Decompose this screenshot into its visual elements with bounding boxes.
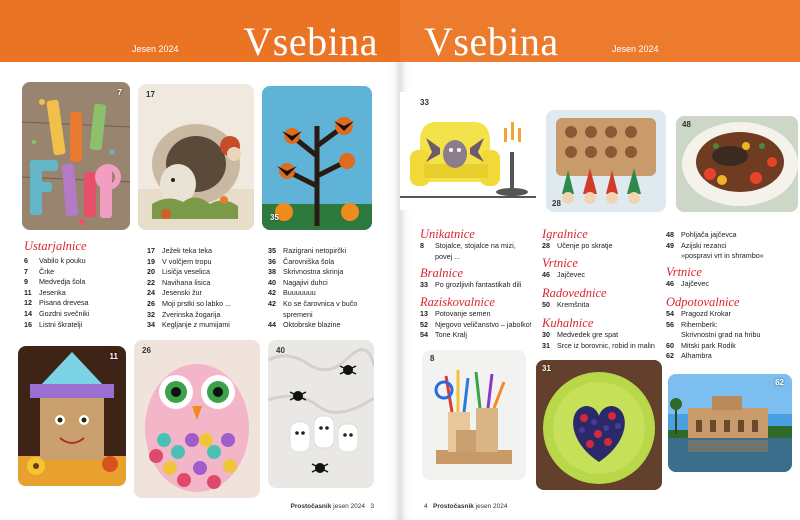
photo-page-number: 17 bbox=[146, 90, 155, 99]
toc-item[interactable]: 38 Skrivnostna skrinja bbox=[268, 267, 344, 277]
section-heading: Unikatnice bbox=[420, 227, 475, 241]
footer-brand: Prostočasnik bbox=[290, 503, 332, 510]
toc-item[interactable]: 28 Učenje po skratje bbox=[542, 241, 613, 250]
photo-hedgehog[interactable] bbox=[138, 84, 254, 230]
toc-item[interactable]: 46 Jajčevec bbox=[542, 270, 585, 279]
season-label: Jesen 2024 bbox=[132, 44, 179, 54]
toc-item[interactable]: 56 Rihemberk: bbox=[666, 319, 718, 329]
section-heading: Vrtnice bbox=[542, 256, 578, 270]
footer-page-number: 4 bbox=[424, 503, 428, 510]
toc-item[interactable]: 22 Navihana lisica bbox=[147, 277, 211, 287]
toc-item[interactable]: 33 Po grozljivih fantastikah dili bbox=[420, 280, 522, 289]
section-heading: Radovednice bbox=[542, 286, 607, 300]
section-heading: Odpotovalnice bbox=[666, 295, 740, 309]
toc-item[interactable]: 34 Kegljanje z mumijami bbox=[147, 320, 230, 330]
toc-column-1 bbox=[24, 256, 132, 330]
section-heading: Igralnice bbox=[542, 227, 588, 241]
toc-section-bralnice bbox=[420, 280, 545, 291]
toc-item[interactable]: 6 Vabilo k pouku bbox=[24, 256, 86, 265]
photo-page-number: 62 bbox=[775, 378, 784, 387]
season-label: Jesen 2024 bbox=[612, 44, 659, 54]
toc-item[interactable]: 49 Azijski rezanci bbox=[666, 240, 727, 250]
toc-section-radovednice bbox=[542, 300, 662, 311]
toc-item[interactable]: 31 Srce iz borovnic, robid in malin bbox=[542, 340, 655, 350]
toc-item[interactable]: 50 Kremšnita bbox=[542, 300, 590, 309]
toc-section-igralnice bbox=[542, 241, 662, 252]
photo-page-number: 31 bbox=[542, 364, 551, 373]
photo-scarecrow[interactable] bbox=[18, 346, 126, 486]
toc-column-3-top bbox=[666, 230, 796, 262]
toc-item[interactable]: 54 Tone Kralj bbox=[420, 330, 467, 340]
photo-gnomes[interactable] bbox=[546, 110, 666, 212]
photo-bat-tree[interactable] bbox=[262, 86, 372, 230]
page-title: Vsebina bbox=[243, 19, 378, 64]
toc-section-vrtnice-2 bbox=[666, 279, 796, 290]
photo-wooden-letters[interactable] bbox=[22, 82, 130, 230]
photo-alhambra[interactable] bbox=[668, 374, 792, 472]
photo-owl[interactable] bbox=[134, 340, 260, 498]
toc-item[interactable]: 36 Čarovniška šola bbox=[268, 256, 335, 266]
toc-item[interactable]: spremeni bbox=[283, 309, 313, 319]
photo-eggplant-dish[interactable] bbox=[676, 116, 798, 212]
toc-item[interactable]: 42 Ko se čarovnica v bučo bbox=[268, 298, 358, 308]
photo-page-number: 11 bbox=[109, 352, 118, 361]
footer-brand: Prostočasnik bbox=[433, 503, 474, 510]
section-heading: Kuhalnice bbox=[542, 316, 594, 330]
toc-section-vrtnice bbox=[542, 270, 662, 281]
toc-item[interactable]: 35 Razigrani netopirčki bbox=[268, 246, 347, 255]
footer-season: jesen 2024 bbox=[333, 503, 365, 510]
photo-ghosts[interactable] bbox=[268, 340, 374, 488]
toc-item[interactable]: 26 Moji prstki so labko ... bbox=[147, 298, 232, 308]
toc-item[interactable]: 13 Potovanje semen bbox=[420, 309, 491, 318]
page-footer bbox=[291, 503, 375, 510]
toc-item[interactable]: 42 Buuuuuuu bbox=[268, 288, 316, 298]
photo-page-number: 8 bbox=[430, 354, 435, 363]
section-heading: Ustarjalnice bbox=[24, 239, 87, 253]
toc-item[interactable]: 16 Listni škratelji bbox=[24, 319, 83, 329]
photo-page-number: 40 bbox=[276, 346, 285, 355]
photo-page-number: 33 bbox=[420, 98, 429, 107]
photo-page-number: 26 bbox=[142, 346, 151, 355]
toc-item[interactable]: 24 Jesenski žur bbox=[147, 288, 202, 298]
footer-season: jesen 2024 bbox=[475, 503, 508, 510]
photo-berry-heart[interactable] bbox=[536, 360, 662, 490]
toc-section-raziskovalnice bbox=[420, 309, 545, 341]
toc-item[interactable]: Skrivnostni grad na hribu bbox=[681, 330, 761, 340]
page-title: Vsebina bbox=[424, 19, 559, 64]
section-heading: Raziskovalnice bbox=[420, 295, 495, 309]
toc-item[interactable]: 40 Nagajivi duhci bbox=[268, 277, 328, 287]
toc-item[interactable]: povej ... bbox=[435, 251, 461, 261]
toc-item[interactable]: 20 Lisičja veselica bbox=[147, 267, 210, 277]
toc-item[interactable]: 44 Oktobrske blazine bbox=[268, 320, 341, 330]
toc-item[interactable]: 48 Pohljača jajčevca bbox=[666, 230, 737, 239]
photo-page-number: 28 bbox=[552, 199, 561, 208]
toc-item[interactable]: 62 Alhambra bbox=[666, 351, 712, 361]
toc-item[interactable]: 46 Jajčevec bbox=[666, 279, 709, 288]
photo-bat-armchair[interactable] bbox=[400, 92, 536, 210]
toc-column-2 bbox=[147, 246, 262, 331]
toc-item[interactable]: 14 Gozdni svečniki bbox=[24, 308, 90, 318]
toc-section-unikatnice bbox=[420, 241, 540, 262]
toc-item[interactable]: 11 Jesenka bbox=[24, 287, 66, 297]
section-heading: Vrtnice bbox=[666, 265, 702, 279]
toc-column-3 bbox=[268, 246, 388, 331]
toc-item[interactable]: 17 Ježek teka teka bbox=[147, 246, 212, 255]
footer-page-number: 3 bbox=[370, 503, 374, 510]
section-heading: Bralnice bbox=[420, 266, 464, 280]
toc-item[interactable]: 30 Medvedek gre spat bbox=[542, 330, 619, 339]
toc-item[interactable]: 12 Pisana drevesa bbox=[24, 298, 89, 308]
right-page bbox=[400, 0, 800, 520]
toc-item[interactable]: 19 V volčjem tropu bbox=[147, 256, 212, 266]
toc-item[interactable]: »pospravi vrt in shrambo« bbox=[681, 251, 764, 261]
toc-item[interactable]: 60 Mitski park Rodik bbox=[666, 340, 736, 350]
toc-item[interactable]: 7 Črke bbox=[24, 266, 55, 276]
photo-page-number: 35 bbox=[270, 213, 279, 222]
toc-item[interactable]: 9 Medvedja šola bbox=[24, 277, 86, 287]
photo-page-number: 7 bbox=[117, 88, 122, 97]
toc-section-kuhalnice bbox=[542, 330, 670, 351]
page-footer bbox=[424, 503, 508, 510]
toc-item[interactable]: 54 Pragozd Krokar bbox=[666, 309, 731, 318]
toc-item[interactable]: 52 Njegovo veličanstvo – jabolko! bbox=[420, 319, 532, 329]
toc-section-odpotovalnice bbox=[666, 309, 796, 362]
photo-pencil-holders[interactable] bbox=[422, 350, 526, 480]
toc-item[interactable]: 8 Stojalce, stojalce na mizi, bbox=[420, 241, 516, 250]
photo-page-number: 48 bbox=[682, 120, 691, 129]
toc-item[interactable]: 32 Zverinska žogarija bbox=[147, 309, 221, 319]
